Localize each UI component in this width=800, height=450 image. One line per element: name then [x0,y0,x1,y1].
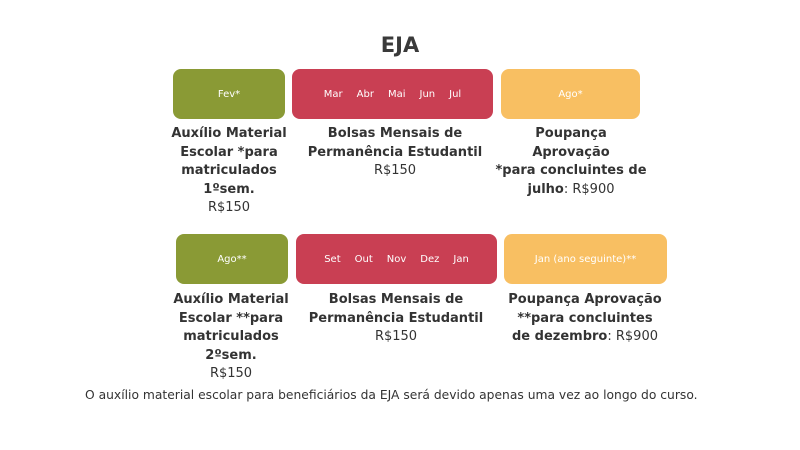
month-label: Abr [356,88,374,100]
caption-poupanca-dezembro [505,291,665,347]
caption-bolsas-1 [300,125,490,181]
caption-line: 2ºsem. [205,347,257,363]
month-label: Mai [387,88,406,100]
caption-line: Auxílio Material [173,292,289,307]
caption-amount: : R$900 [563,181,615,197]
caption-line: Bolsas Mensais de [328,292,464,307]
month-label: Set [324,253,341,265]
footnote: O auxílio material escolar para beneficiários da EJA será devido apenas uma vez ao longo do curso. [85,388,698,402]
caption-amount: R$150 [209,366,253,381]
month-label: Jan [453,253,469,265]
caption-amount: R$150 [207,200,251,215]
caption-line: matriculados [181,163,277,178]
caption-line: *para concluintes de [495,163,647,178]
caption-bolsas-2 [301,291,491,347]
month-pill-ago-2 [176,234,288,284]
caption-amount: R$150 [373,163,417,178]
caption-line: de dezembro [512,329,608,344]
caption-poupanca-julho [495,125,647,199]
caption-auxilio-2sem [160,291,302,384]
month-pill-jan-seguinte [504,234,667,284]
caption-auxilio-1sem [158,125,300,218]
caption-line: Escolar *para [180,144,278,160]
caption-line: Permanência Estudantil [307,144,483,160]
caption-line: matriculados [183,329,279,344]
caption-amount: R$150 [374,329,418,344]
caption-line: Poupança Aprovação [532,126,610,160]
pill-label: Ago** [217,253,247,265]
caption-line: julho [527,181,564,197]
months-pill-mar-jul [292,69,493,119]
months-pill-set-jan [296,234,497,284]
month-label: Dez [420,253,440,265]
caption-line: **para concluintes [517,310,653,326]
pill-label: Jan (ano seguinte)** [534,253,637,265]
month-label: Jun [419,88,436,100]
caption-line: Auxílio Material [171,126,287,141]
pill-label: Fev* [217,88,241,100]
month-pill-ago [501,69,640,119]
page-title: EJA [380,33,420,57]
month-pill-fev [173,69,285,119]
caption-line: Bolsas Mensais de [327,126,463,141]
caption-line: 1ºsem. [203,181,255,197]
month-label: Mar [323,88,343,100]
caption-line: Escolar **para [178,310,284,326]
pill-label: Ago* [558,88,583,100]
caption-line: Poupança Aprovação [508,292,662,307]
month-label: Out [354,253,373,265]
month-label: Jul [449,88,462,100]
caption-line: Permanência Estudantil [308,310,484,326]
month-label: Nov [386,253,407,265]
caption-amount: : R$900 [607,329,658,344]
